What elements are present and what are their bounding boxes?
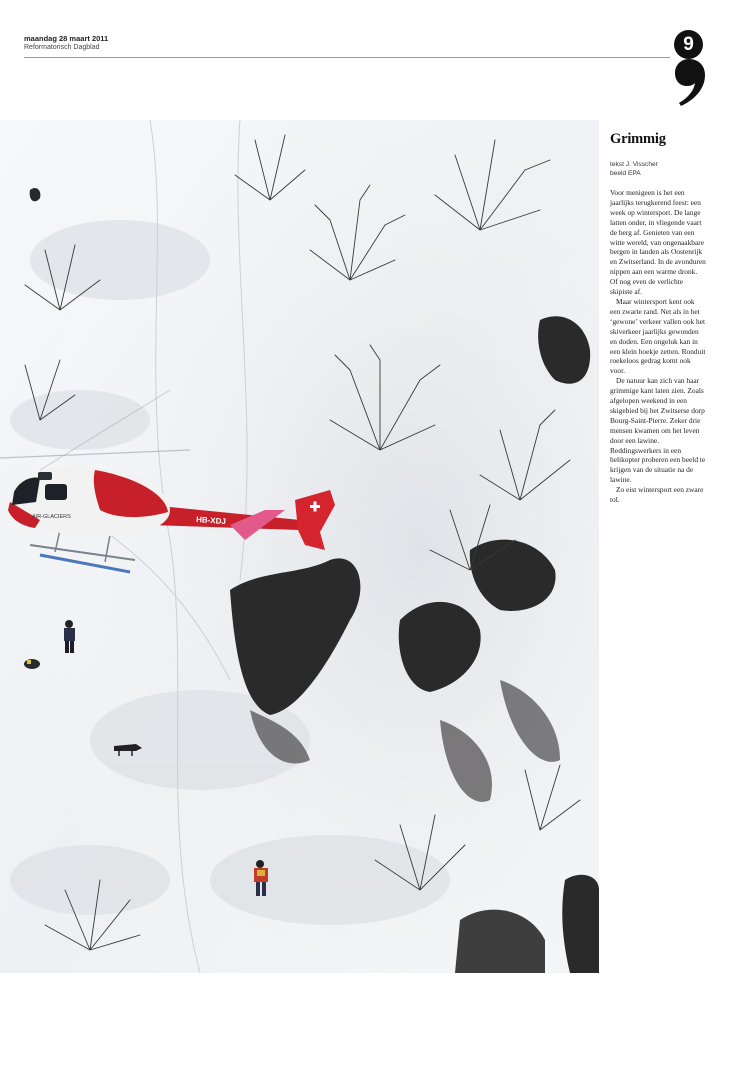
avalanche-photo [0,120,599,973]
newspaper-name: Reformatorisch Dagblad [24,44,100,51]
text-credit: tekst J. Visscher [610,161,658,168]
article-credits [610,160,706,178]
article [610,130,706,505]
article-paragraph: Zo eist wintersport een zware tol. [610,485,704,505]
issue-date: maandag 28 maart 2011 [24,34,109,43]
page-number-badge [672,28,706,110]
article-paragraph: De natuur kan zich van haar grimmige kant laten zien. Zoals afgelopen weekend in een skigebied bij het Zwitserse dorp Bourg-Saint-Pierre. Zeker drie mensen kwamen om het leven door een lawine. Reddingswerkers in een helikopter proberen een beeld te krijgen van de situatie na de lawine. [610,376,706,485]
article-headline: Grimmig [610,131,666,147]
article-body [610,188,706,505]
article-paragraph: Voor menigeen is het een jaarlijks terugkerend feest: een week op wintersport. De lange latten onder, in vliegende vaart de berg af. Genieten van een witte wereld, van ongenaakbare bergen in landen als Oostenrijk en Zwitserland. In de avonduren nippen aan een warme dronk. Of nog even de verlichte skipiste af. [610,188,706,297]
masthead [24,34,674,52]
photo-credit: beeld EPA [610,170,641,177]
header-rule [24,57,670,58]
operator-label: AIR-GLACIERS [32,514,71,520]
registration-label: HB-XDJ [195,515,227,527]
page-number: 9 [674,30,703,59]
article-paragraph: Maar wintersport kent ook een zwarte rand. Net als in het ‘gewone’ verkeer vallen ook het skiverkeer jaarlijks gewonden en doden. Een ongeluk kan in een klein hoekje zetten. Ronduit roekeloos gedrag komt ook voor. [610,296,706,376]
